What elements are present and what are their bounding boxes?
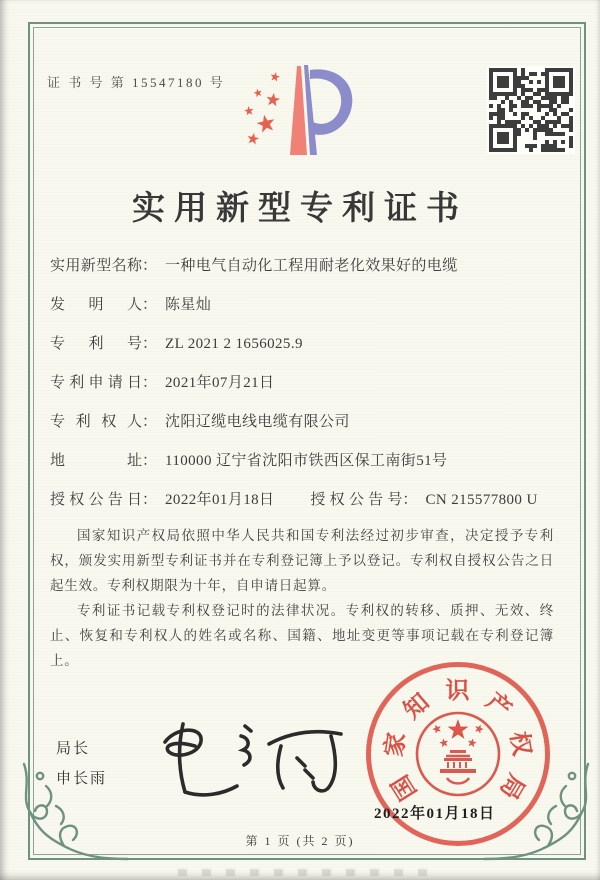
legal-paragraph: 国家知识产权局依照中华人民共和国专利法经过初步审查，决定授予专利权，颁发实用新型专利证书并在专利登记簿上予以登记。专利权自授权公告之日起生效。专利权期限为十年，自申请日起算。 xyxy=(50,528,554,593)
field-label: 发明人 xyxy=(50,297,142,313)
seal-ring-char: 产 xyxy=(480,688,516,724)
field-label: 专利号 xyxy=(50,336,142,352)
field-value: 2022年01月18日 xyxy=(165,492,275,508)
field-value: ZL 2021 2 1656025.9 xyxy=(165,336,303,352)
colon: ： xyxy=(142,258,158,274)
page-number: 第 1 页 (共 2 页) xyxy=(245,834,355,848)
field-value: 陈星灿 xyxy=(165,297,212,313)
field-label: 授权公告号 xyxy=(310,492,403,508)
colon: ： xyxy=(142,453,158,469)
colon: ： xyxy=(142,375,158,391)
seal-ring-char: 知 xyxy=(399,689,435,725)
certificate-title: 实用新型专利证书 xyxy=(132,191,468,227)
legal-text-section xyxy=(50,524,554,674)
seal-ring-char: 国 xyxy=(387,770,423,805)
commissioner-signature xyxy=(145,716,355,801)
field-row-name xyxy=(50,254,555,278)
field-row-filing-date xyxy=(50,371,555,395)
cnipa-logo-icon xyxy=(244,62,362,170)
seal-ring-char: 家 xyxy=(381,730,411,759)
seal-ring-char: 识 xyxy=(445,678,470,705)
colon: ： xyxy=(142,492,158,508)
field-value: 110000 辽宁省沈阳市铁西区保工南街51号 xyxy=(165,453,448,469)
field-value: 2021年07月21日 xyxy=(165,375,275,391)
field-value: 一种电气自动化工程用耐老化效果好的电缆 xyxy=(165,258,458,274)
colon: ： xyxy=(142,336,158,352)
field-row-grant xyxy=(50,488,555,512)
field-value: 沈阳辽缆电线电缆有限公司 xyxy=(165,414,350,430)
seal-date: 2022年01月18日 xyxy=(374,806,496,822)
field-value: CN 215577800 U xyxy=(425,492,538,508)
field-row-patent-no xyxy=(50,332,555,356)
scan-artifact xyxy=(178,869,428,876)
field-label: 专利申请日 xyxy=(50,375,142,391)
seal-ring-char: 局 xyxy=(494,769,529,804)
field-row-patentee xyxy=(50,410,555,434)
national-emblem-icon xyxy=(408,704,508,804)
field-label: 授权公告日 xyxy=(50,492,142,508)
signer-name: 申长雨 xyxy=(56,771,108,787)
colon: ： xyxy=(402,492,418,508)
field-label: 专利权人 xyxy=(50,414,142,430)
signer-title: 局长 xyxy=(56,741,91,757)
certificate-number: 证 书 号 第 15547180 号 xyxy=(47,75,226,90)
colon: ： xyxy=(142,297,158,313)
field-row-inventor xyxy=(50,293,555,317)
fields-section xyxy=(50,254,555,527)
signer-block xyxy=(56,734,107,794)
field-label: 实用新型名称 xyxy=(50,258,142,274)
grant-number-group xyxy=(310,492,537,508)
qr-code xyxy=(487,66,575,154)
seal-ring-char: 权 xyxy=(504,729,535,758)
field-label: 地址 xyxy=(50,453,142,469)
field-row-address xyxy=(50,449,555,473)
legal-paragraph: 专利证书记载专利权登记时的法律状况。专利权的转移、质押、无效、终止、恢复和专利权人的姓名或名称、国籍、地址变更等事项记载在专利登记簿上。 xyxy=(50,602,554,668)
colon: ： xyxy=(142,414,158,430)
